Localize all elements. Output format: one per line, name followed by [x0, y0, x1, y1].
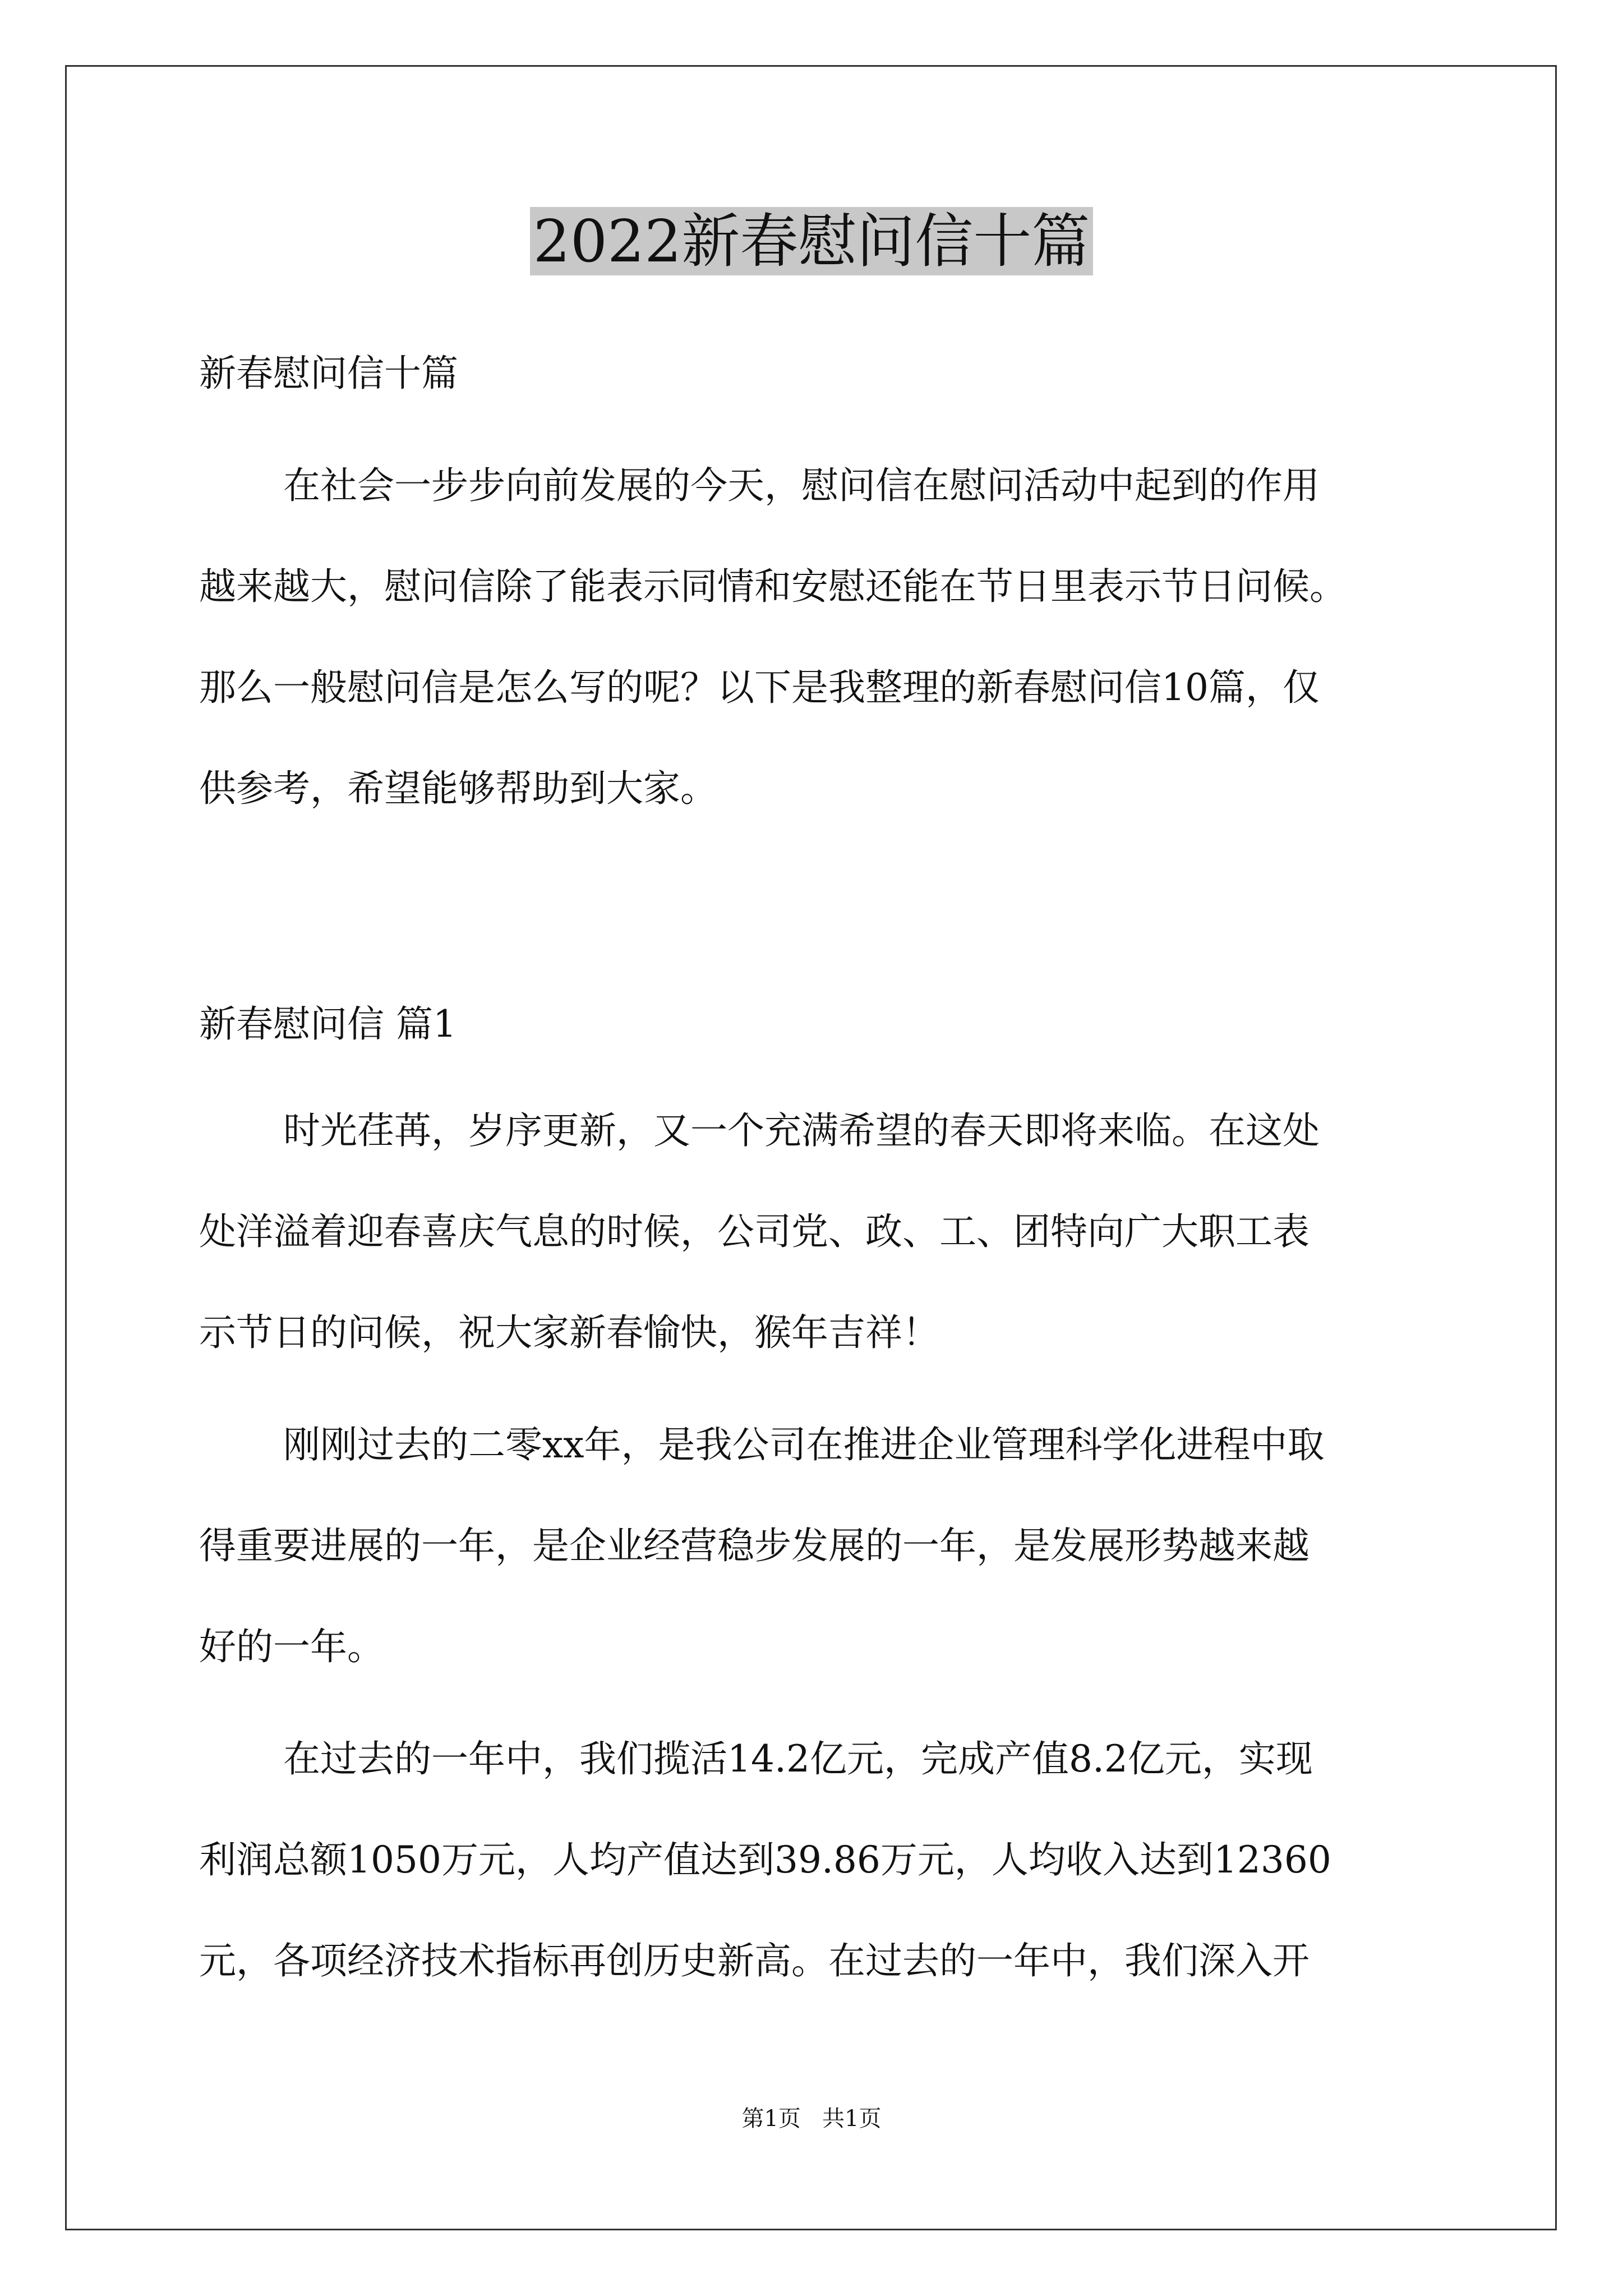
paragraph-line: 那么一般慰问信是怎么写的呢？以下是我整理的新春慰问信10篇，仅 [199, 666, 1320, 709]
document-title-text: 2022新春慰问信十篇 [530, 207, 1094, 275]
paragraph-line: 示节日的问候，祝大家新春愉快，猴年吉祥！ [199, 1311, 939, 1354]
paragraph-line: 处洋溢着迎春喜庆气息的时候，公司党、政、工、团特向广大职工表 [199, 1210, 1310, 1253]
paragraph-line: 时光荏苒，岁序更新，又一个充满希望的春天即将来临。在这处 [283, 1109, 1320, 1152]
paragraph-line: 供参考，希望能够帮助到大家。 [199, 767, 717, 810]
paragraph-line: 刚刚过去的二零xx年，是我公司在推进企业管理科学化进程中取 [283, 1423, 1325, 1466]
paragraph-line: 得重要进展的一年，是企业经营稳步发展的一年，是发展形势越来越 [199, 1524, 1310, 1567]
paragraph-line: 元，各项经济技术指标再创历史新高。在过去的一年中，我们深入开 [199, 1939, 1310, 1982]
paragraph-line: 在过去的一年中，我们揽活14.2亿元，完成产值8.2亿元，实现 [283, 1737, 1313, 1780]
paragraph-line: 在社会一步步向前发展的今天，慰问信在慰问活动中起到的作用 [283, 464, 1320, 507]
document-title [0, 205, 1623, 278]
subtitle-line: 新春慰问信十篇 [199, 352, 458, 395]
page-footer: 第1页 共1页 [741, 2106, 882, 2132]
paragraph-line: 利润总额1050万元，人均产值达到39.86万元，人均收入达到12360 [199, 1838, 1331, 1881]
paragraph-line: 好的一年。 [199, 1625, 384, 1668]
paragraph-line: 越来越大，慰问信除了能表示同情和安慰还能在节日里表示节日问候。 [199, 565, 1347, 608]
section-heading: 新春慰问信 篇1 [199, 1002, 457, 1046]
